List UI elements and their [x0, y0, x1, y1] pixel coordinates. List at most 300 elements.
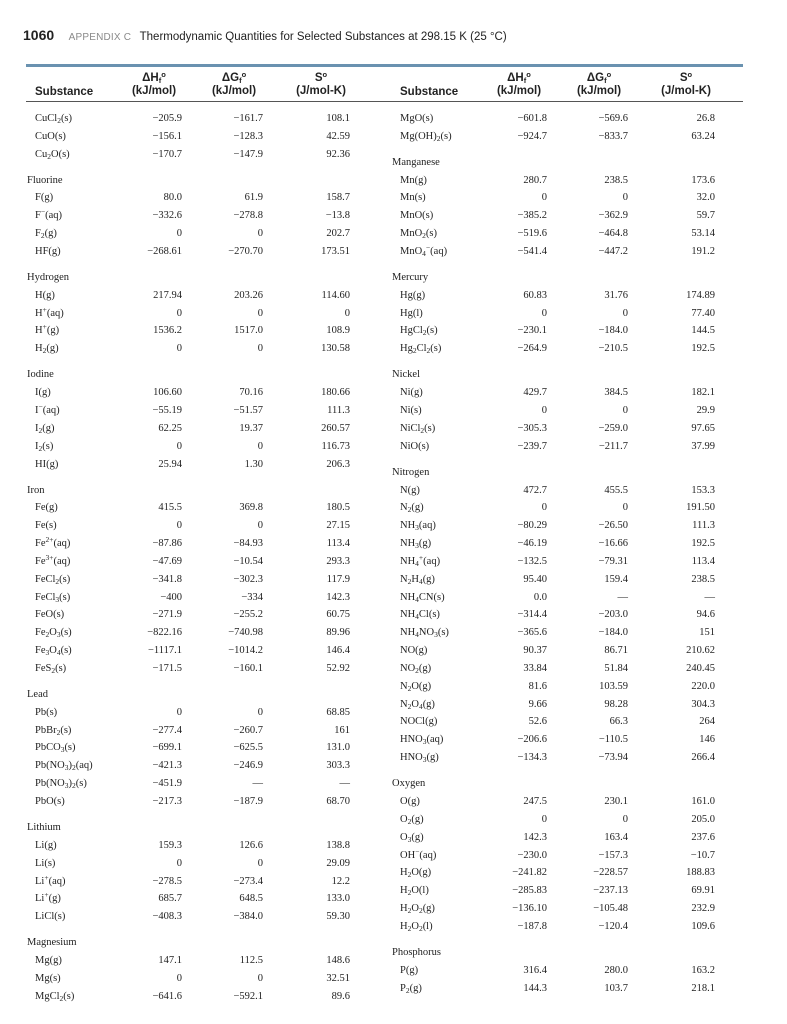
enthalpy-value: 316.4	[523, 964, 547, 976]
entropy-value: 232.9	[691, 903, 715, 915]
gibbs-header: $\Delta G_f^o$ (kJ/mol)	[211, 70, 257, 97]
enthalpy-value: −187.8	[517, 920, 547, 932]
table-row	[26, 321, 384, 339]
entropy-value: 182.1	[691, 387, 715, 399]
table-row	[391, 551, 749, 569]
substance-formula: NO(g)	[400, 645, 428, 657]
enthalpy-value: 0	[176, 857, 182, 869]
enthalpy-value: 247.5	[523, 796, 547, 807]
enthalpy-value: 1536.2	[153, 325, 182, 337]
enthalpy-value: −156.1	[152, 130, 182, 142]
entropy-value: 153.3	[691, 484, 715, 496]
entropy-value: —	[704, 591, 715, 603]
gibbs-value: −184.0	[598, 325, 628, 337]
entropy-value: 94.6	[696, 609, 715, 621]
entropy-value: 158.7	[326, 192, 350, 204]
gibbs-value: −10.54	[233, 555, 263, 567]
substance-formula: $NH_3(aq)$	[400, 520, 436, 533]
gibbs-value: 103.59	[599, 680, 628, 692]
enthalpy-value: −239.7	[517, 440, 547, 452]
entropy-value: 266.4	[691, 752, 715, 764]
table-row	[26, 223, 384, 241]
substance-formula: $H_2O_2(g)$	[400, 903, 435, 916]
table-row	[26, 640, 384, 658]
substance-formula: O(g)	[400, 796, 420, 807]
enthalpy-value: 0	[541, 813, 547, 825]
gibbs-value: −73.94	[598, 752, 628, 764]
substance-formula: $Hg_2Cl_2(s)$	[400, 343, 442, 356]
gibbs-value: 19.37	[239, 422, 263, 434]
group-heading: Mercury	[392, 271, 429, 283]
gibbs-value: 66.3	[609, 716, 628, 728]
gibbs-value: 0	[257, 857, 263, 869]
table-row	[391, 126, 749, 144]
gibbs-value: −740.98	[228, 627, 263, 639]
right-column-header	[391, 70, 749, 100]
gibbs-value: 0	[622, 192, 628, 204]
entropy-value: 32.51	[326, 972, 350, 984]
entropy-value: 220.0	[691, 680, 715, 692]
enthalpy-header: $\Delta H_f^o$ (kJ/mol)	[496, 70, 542, 97]
entropy-value: 144.5	[691, 325, 715, 337]
gibbs-value: 0	[622, 404, 628, 416]
table-row	[391, 480, 749, 498]
group-heading: Oxygen	[392, 778, 426, 790]
table-row	[391, 587, 749, 605]
entropy-value: 116.73	[321, 440, 350, 452]
gibbs-value: 159.4	[604, 573, 628, 585]
entropy-value: 69.91	[691, 885, 715, 897]
gibbs-value: 61.9	[244, 192, 263, 204]
entropy-value: 192.5	[691, 343, 715, 355]
table-row	[26, 835, 384, 853]
gibbs-value: −246.9	[233, 760, 263, 772]
entropy-header: $S^o$ (J/mol-K)	[661, 70, 711, 97]
group-heading-row	[391, 454, 749, 480]
entropy-value: 111.3	[692, 520, 715, 532]
substance-formula: FeCl$_2$(s)	[35, 573, 71, 586]
table-row	[391, 205, 749, 223]
right-column	[391, 0, 749, 1024]
enthalpy-value: 0	[176, 228, 182, 240]
enthalpy-value: 0.0	[533, 591, 547, 603]
gibbs-value: −833.7	[598, 130, 628, 142]
substance-formula: $H_2(g)$	[35, 343, 59, 356]
group-heading-row	[391, 259, 749, 285]
gibbs-value: 455.5	[604, 484, 628, 496]
enthalpy-value: −822.16	[147, 627, 182, 639]
table-row	[391, 729, 749, 747]
substance-formula: PbBr$_2$(s)	[35, 724, 72, 737]
entropy-value: 173.51	[321, 245, 350, 257]
gibbs-value: −210.5	[598, 343, 628, 355]
enthalpy-value: −134.3	[517, 752, 547, 764]
entropy-value: 109.6	[691, 920, 715, 932]
enthalpy-value: 0	[176, 706, 182, 718]
enthalpy-value: 217.94	[153, 289, 182, 301]
enthalpy-value: −171.5	[152, 662, 182, 674]
substance-formula: F(g)	[35, 192, 54, 204]
table-row	[391, 845, 749, 863]
gibbs-value: 648.5	[239, 893, 263, 905]
gibbs-value: 103.7	[604, 982, 628, 994]
entropy-value: 68.70	[326, 796, 350, 807]
group-heading: Magnesium	[27, 937, 77, 949]
substance-formula: H(g)	[35, 289, 55, 301]
enthalpy-value: 429.7	[523, 387, 547, 399]
enthalpy-value: 415.5	[158, 502, 182, 514]
entropy-value: 42.59	[326, 130, 350, 142]
table-row	[26, 968, 384, 986]
table-row	[391, 338, 749, 356]
table-row	[26, 205, 384, 223]
entropy-value: 148.6	[326, 955, 350, 967]
substance-formula: MgCl$_2$(s)	[35, 990, 75, 1003]
table-row	[391, 747, 749, 765]
gibbs-value: −302.3	[233, 573, 263, 585]
enthalpy-value: 0	[176, 440, 182, 452]
gibbs-value: 1.30	[244, 458, 263, 470]
entropy-value: 29.9	[696, 404, 715, 416]
table-row	[391, 418, 749, 436]
entropy-value: 180.5	[326, 502, 350, 514]
group-heading-row	[26, 259, 384, 285]
enthalpy-value: 9.66	[528, 698, 547, 710]
gibbs-value: −447.2	[598, 245, 628, 257]
substance-formula: $I_2(g)$	[35, 422, 55, 435]
gibbs-value: −203.0	[598, 609, 628, 621]
substance-formula: FeO(s)	[35, 609, 65, 621]
entropy-value: 180.66	[321, 387, 350, 399]
enthalpy-value: −1117.1	[147, 645, 182, 657]
entropy-value: 210.62	[686, 645, 715, 657]
table-row	[26, 755, 384, 773]
enthalpy-value: −400	[160, 591, 182, 603]
entropy-value: 0	[344, 307, 350, 319]
group-heading-row	[26, 472, 384, 498]
entropy-value: 133.0	[326, 893, 350, 905]
enthalpy-value: −264.9	[517, 343, 547, 355]
gibbs-value: 384.5	[604, 387, 628, 399]
enthalpy-value: −305.3	[517, 422, 547, 434]
table-row	[26, 188, 384, 206]
entropy-value: 130.58	[321, 343, 350, 355]
gibbs-value: 0	[622, 813, 628, 825]
entropy-value: 59.30	[326, 911, 350, 923]
table-row	[26, 338, 384, 356]
table-row	[391, 533, 749, 551]
enthalpy-value: 52.6	[528, 716, 547, 728]
substance-formula: $F_2(g)$	[35, 228, 57, 241]
table-row	[391, 898, 749, 916]
enthalpy-value: −268.61	[147, 245, 182, 257]
enthalpy-value: −451.9	[152, 778, 182, 790]
substance-formula: $N_2O_4(g)$	[400, 698, 435, 711]
table-row	[391, 400, 749, 418]
substance-formula: P(g)	[400, 964, 419, 976]
entropy-value: 138.8	[326, 839, 350, 851]
entropy-value: 108.9	[326, 325, 350, 337]
group-heading: Manganese	[392, 156, 440, 168]
entropy-value: 192.5	[691, 538, 715, 550]
substance-formula: Mg(g)	[35, 955, 62, 967]
entropy-value: 26.8	[696, 112, 715, 124]
enthalpy-value: −241.82	[512, 867, 547, 879]
table-row	[391, 285, 749, 303]
enthalpy-value: −699.1	[152, 742, 182, 754]
substance-formula: Fe(s)	[35, 520, 57, 532]
enthalpy-value: −314.4	[517, 609, 547, 621]
gibbs-value: −464.8	[598, 228, 628, 240]
substance-formula: $I_2(s)$	[35, 440, 54, 453]
substance-formula: MnO$_4$−(aq)	[400, 242, 448, 258]
substance-formula: $H_2O(g)$	[400, 867, 432, 880]
table-row	[26, 498, 384, 516]
enthalpy-value: 81.6	[528, 680, 547, 692]
enthalpy-value: 106.60	[153, 387, 182, 399]
group-heading: Nitrogen	[392, 466, 430, 478]
enthalpy-value: −924.7	[517, 130, 547, 142]
substance-formula: Mn(g)	[400, 174, 427, 186]
substance-formula: $H_2O_2(l)$	[400, 920, 433, 933]
table-row	[391, 605, 749, 623]
substance-formula: $N_2(g)$	[400, 502, 424, 515]
enthalpy-value: −46.19	[517, 538, 547, 550]
table-row	[391, 170, 749, 188]
group-heading-row	[391, 356, 749, 382]
gibbs-value: 0	[257, 706, 263, 718]
substance-formula: MnO(s)	[400, 210, 434, 222]
substance-formula: $Cu_2O(s)$	[35, 148, 70, 161]
substance-formula: N(g)	[400, 484, 420, 496]
table-row	[391, 863, 749, 881]
gibbs-value: −26.50	[598, 520, 628, 532]
entropy-value: 53.14	[691, 228, 715, 240]
table-row	[391, 108, 749, 126]
gibbs-value: −334	[241, 591, 263, 603]
substance-formula: $NO_2(g)$	[400, 662, 432, 675]
gibbs-value: −228.57	[593, 867, 628, 879]
gibbs-value: −16.66	[598, 538, 628, 550]
table-row	[391, 791, 749, 809]
enthalpy-value: −332.6	[152, 210, 182, 222]
table-row	[26, 569, 384, 587]
substance-formula: $N_2H_4(g)$	[400, 573, 435, 586]
enthalpy-value: −205.9	[152, 112, 182, 124]
substance-formula: MgO(s)	[400, 112, 434, 124]
entropy-value: 111.3	[327, 404, 350, 416]
substance-formula: HI(g)	[35, 458, 59, 470]
table-row	[391, 809, 749, 827]
table-row	[391, 916, 749, 934]
gibbs-value: −110.5	[598, 734, 628, 746]
gibbs-value: −160.1	[233, 662, 263, 674]
table-row	[26, 906, 384, 924]
table-row	[26, 587, 384, 605]
enthalpy-value: −132.5	[517, 555, 547, 567]
table-row	[26, 303, 384, 321]
gibbs-value: −84.93	[233, 538, 263, 550]
substance-formula: $Mg(OH)_2(s)$	[400, 130, 452, 143]
substance-formula: FeS$_2$(s)	[35, 662, 67, 675]
substance-formula: $P_2(g)$	[400, 982, 422, 995]
right-rows	[391, 108, 749, 996]
group-heading-row	[391, 765, 749, 791]
enthalpy-value: −217.3	[152, 796, 182, 807]
gibbs-value: 280.0	[604, 964, 628, 976]
substance-formula: $NH_3(g)$	[400, 538, 432, 551]
table-row	[391, 676, 749, 694]
entropy-value: −10.7	[690, 849, 715, 861]
gibbs-value: 369.8	[239, 502, 263, 514]
enthalpy-value: 25.94	[158, 458, 182, 470]
gibbs-value: 238.5	[604, 174, 628, 186]
table-row	[391, 978, 749, 996]
gibbs-value: −161.7	[233, 112, 263, 124]
substance-formula: Mg(s)	[35, 972, 61, 984]
enthalpy-value: 90.37	[523, 645, 547, 657]
gibbs-value: −128.3	[233, 130, 263, 142]
entropy-value: —	[339, 778, 350, 790]
gibbs-value: −120.4	[598, 920, 628, 932]
substance-formula: LiCl(s)	[35, 911, 66, 923]
enthalpy-header: $\Delta H_f^o$ (kJ/mol)	[131, 70, 177, 97]
substance-formula: HF(g)	[35, 245, 61, 257]
gibbs-value: —	[617, 591, 628, 603]
substance-formula: $NH_4^+(aq)$	[400, 552, 441, 568]
gibbs-value: 0	[257, 440, 263, 452]
group-heading: Phosphorus	[392, 946, 442, 958]
entropy-value: 303.3	[326, 760, 350, 772]
left-rows	[26, 108, 384, 1004]
entropy-value: 173.6	[691, 174, 715, 186]
substance-formula: Li(s)	[35, 857, 56, 869]
entropy-value: 151	[699, 627, 715, 639]
entropy-value: 60.75	[326, 609, 350, 621]
entropy-value: 264	[699, 716, 715, 728]
entropy-value: 146.4	[326, 645, 350, 657]
enthalpy-value: 0	[176, 307, 182, 319]
gibbs-value: 0	[257, 307, 263, 319]
table-row	[391, 223, 749, 241]
table-row	[26, 241, 384, 259]
group-heading: Nickel	[392, 369, 420, 381]
table-row	[391, 569, 749, 587]
entropy-value: 12.2	[331, 875, 350, 887]
table-row	[26, 436, 384, 454]
substance-formula: $NH_4CN(s)$	[400, 591, 445, 604]
table-row	[26, 605, 384, 623]
entropy-value: 218.1	[691, 982, 715, 994]
enthalpy-value: 95.40	[523, 573, 547, 585]
gibbs-value: 1517.0	[234, 325, 263, 337]
enthalpy-value: 685.7	[158, 893, 182, 905]
substance-formula: NOCl(g)	[400, 716, 438, 728]
substance-formula: H+(aq)	[35, 304, 64, 319]
table-row	[26, 702, 384, 720]
entropy-value: 63.24	[691, 130, 715, 142]
gibbs-value: 126.6	[239, 839, 263, 851]
entropy-value: 161.0	[691, 796, 715, 807]
substance-formula: $Pb(NO_3)_2(aq)$	[35, 760, 93, 773]
entropy-value: 29.09	[326, 857, 350, 869]
enthalpy-value: 0	[176, 520, 182, 532]
gibbs-value: −211.7	[598, 440, 628, 452]
entropy-value: 206.3	[326, 458, 350, 470]
substance-formula: $HNO_3(aq)$	[400, 734, 444, 747]
enthalpy-value: −80.29	[517, 520, 547, 532]
enthalpy-value: 147.1	[158, 955, 182, 967]
group-heading-row	[26, 162, 384, 188]
substance-formula: Fe(g)	[35, 502, 58, 514]
group-heading-row	[391, 934, 749, 960]
table-row	[391, 382, 749, 400]
substance-formula: $Fe^{3+}(aq)$	[35, 552, 71, 567]
enthalpy-value: −230.1	[517, 325, 547, 337]
gibbs-value: −625.5	[233, 742, 263, 754]
enthalpy-value: −541.4	[517, 245, 547, 257]
page-number: 1060	[23, 27, 55, 43]
gibbs-value: 0	[257, 228, 263, 240]
substance-formula: H+(g)	[35, 322, 60, 337]
table-row	[26, 515, 384, 533]
gibbs-value: 98.28	[604, 698, 628, 710]
substance-formula: $Fe_2O_3(s)$	[35, 627, 72, 640]
entropy-value: 113.4	[691, 555, 715, 567]
substance-formula: CuO(s)	[35, 130, 66, 142]
substance-formula: $H_2O(l)$	[400, 885, 429, 898]
entropy-value: 188.83	[686, 867, 715, 879]
substance-formula: Hg(l)	[400, 307, 423, 319]
entropy-value: 304.3	[691, 698, 715, 710]
entropy-value: 52.92	[326, 662, 350, 674]
substance-formula: Ni(g)	[400, 387, 423, 399]
gibbs-value: 0	[622, 307, 628, 319]
gibbs-value: —	[252, 778, 263, 790]
group-heading: Iron	[27, 484, 45, 496]
table-row	[391, 694, 749, 712]
gibbs-value: −105.48	[593, 903, 628, 915]
substance-formula: PbO(s)	[35, 796, 65, 807]
table-row	[26, 144, 384, 162]
enthalpy-value: 159.3	[158, 839, 182, 851]
gibbs-value: 0	[622, 502, 628, 514]
table-row	[391, 960, 749, 978]
entropy-value: 161	[334, 724, 350, 736]
substance-formula: $Fe^{2+}(aq)$	[35, 535, 71, 550]
table-row	[391, 622, 749, 640]
table-row	[391, 827, 749, 845]
table-row	[391, 712, 749, 730]
enthalpy-value: −136.10	[512, 903, 547, 915]
enthalpy-value: −421.3	[152, 760, 182, 772]
table-row	[391, 658, 749, 676]
substance-formula: $O_3(g)$	[400, 831, 424, 844]
enthalpy-value: −230.0	[517, 849, 547, 861]
table-row	[391, 436, 749, 454]
gibbs-value: 203.26	[234, 289, 263, 301]
enthalpy-value: −408.3	[152, 911, 182, 923]
enthalpy-value: 0	[176, 972, 182, 984]
group-heading: Iodine	[27, 369, 54, 381]
entropy-value: 89.6	[331, 990, 350, 1002]
gibbs-value: 0	[257, 972, 263, 984]
entropy-value: 240.45	[686, 662, 715, 674]
entropy-value: 174.89	[686, 289, 715, 301]
gibbs-value: 51.84	[604, 662, 628, 674]
table-row	[26, 738, 384, 756]
gibbs-header: $\Delta G_f^o$ (kJ/mol)	[576, 70, 622, 97]
